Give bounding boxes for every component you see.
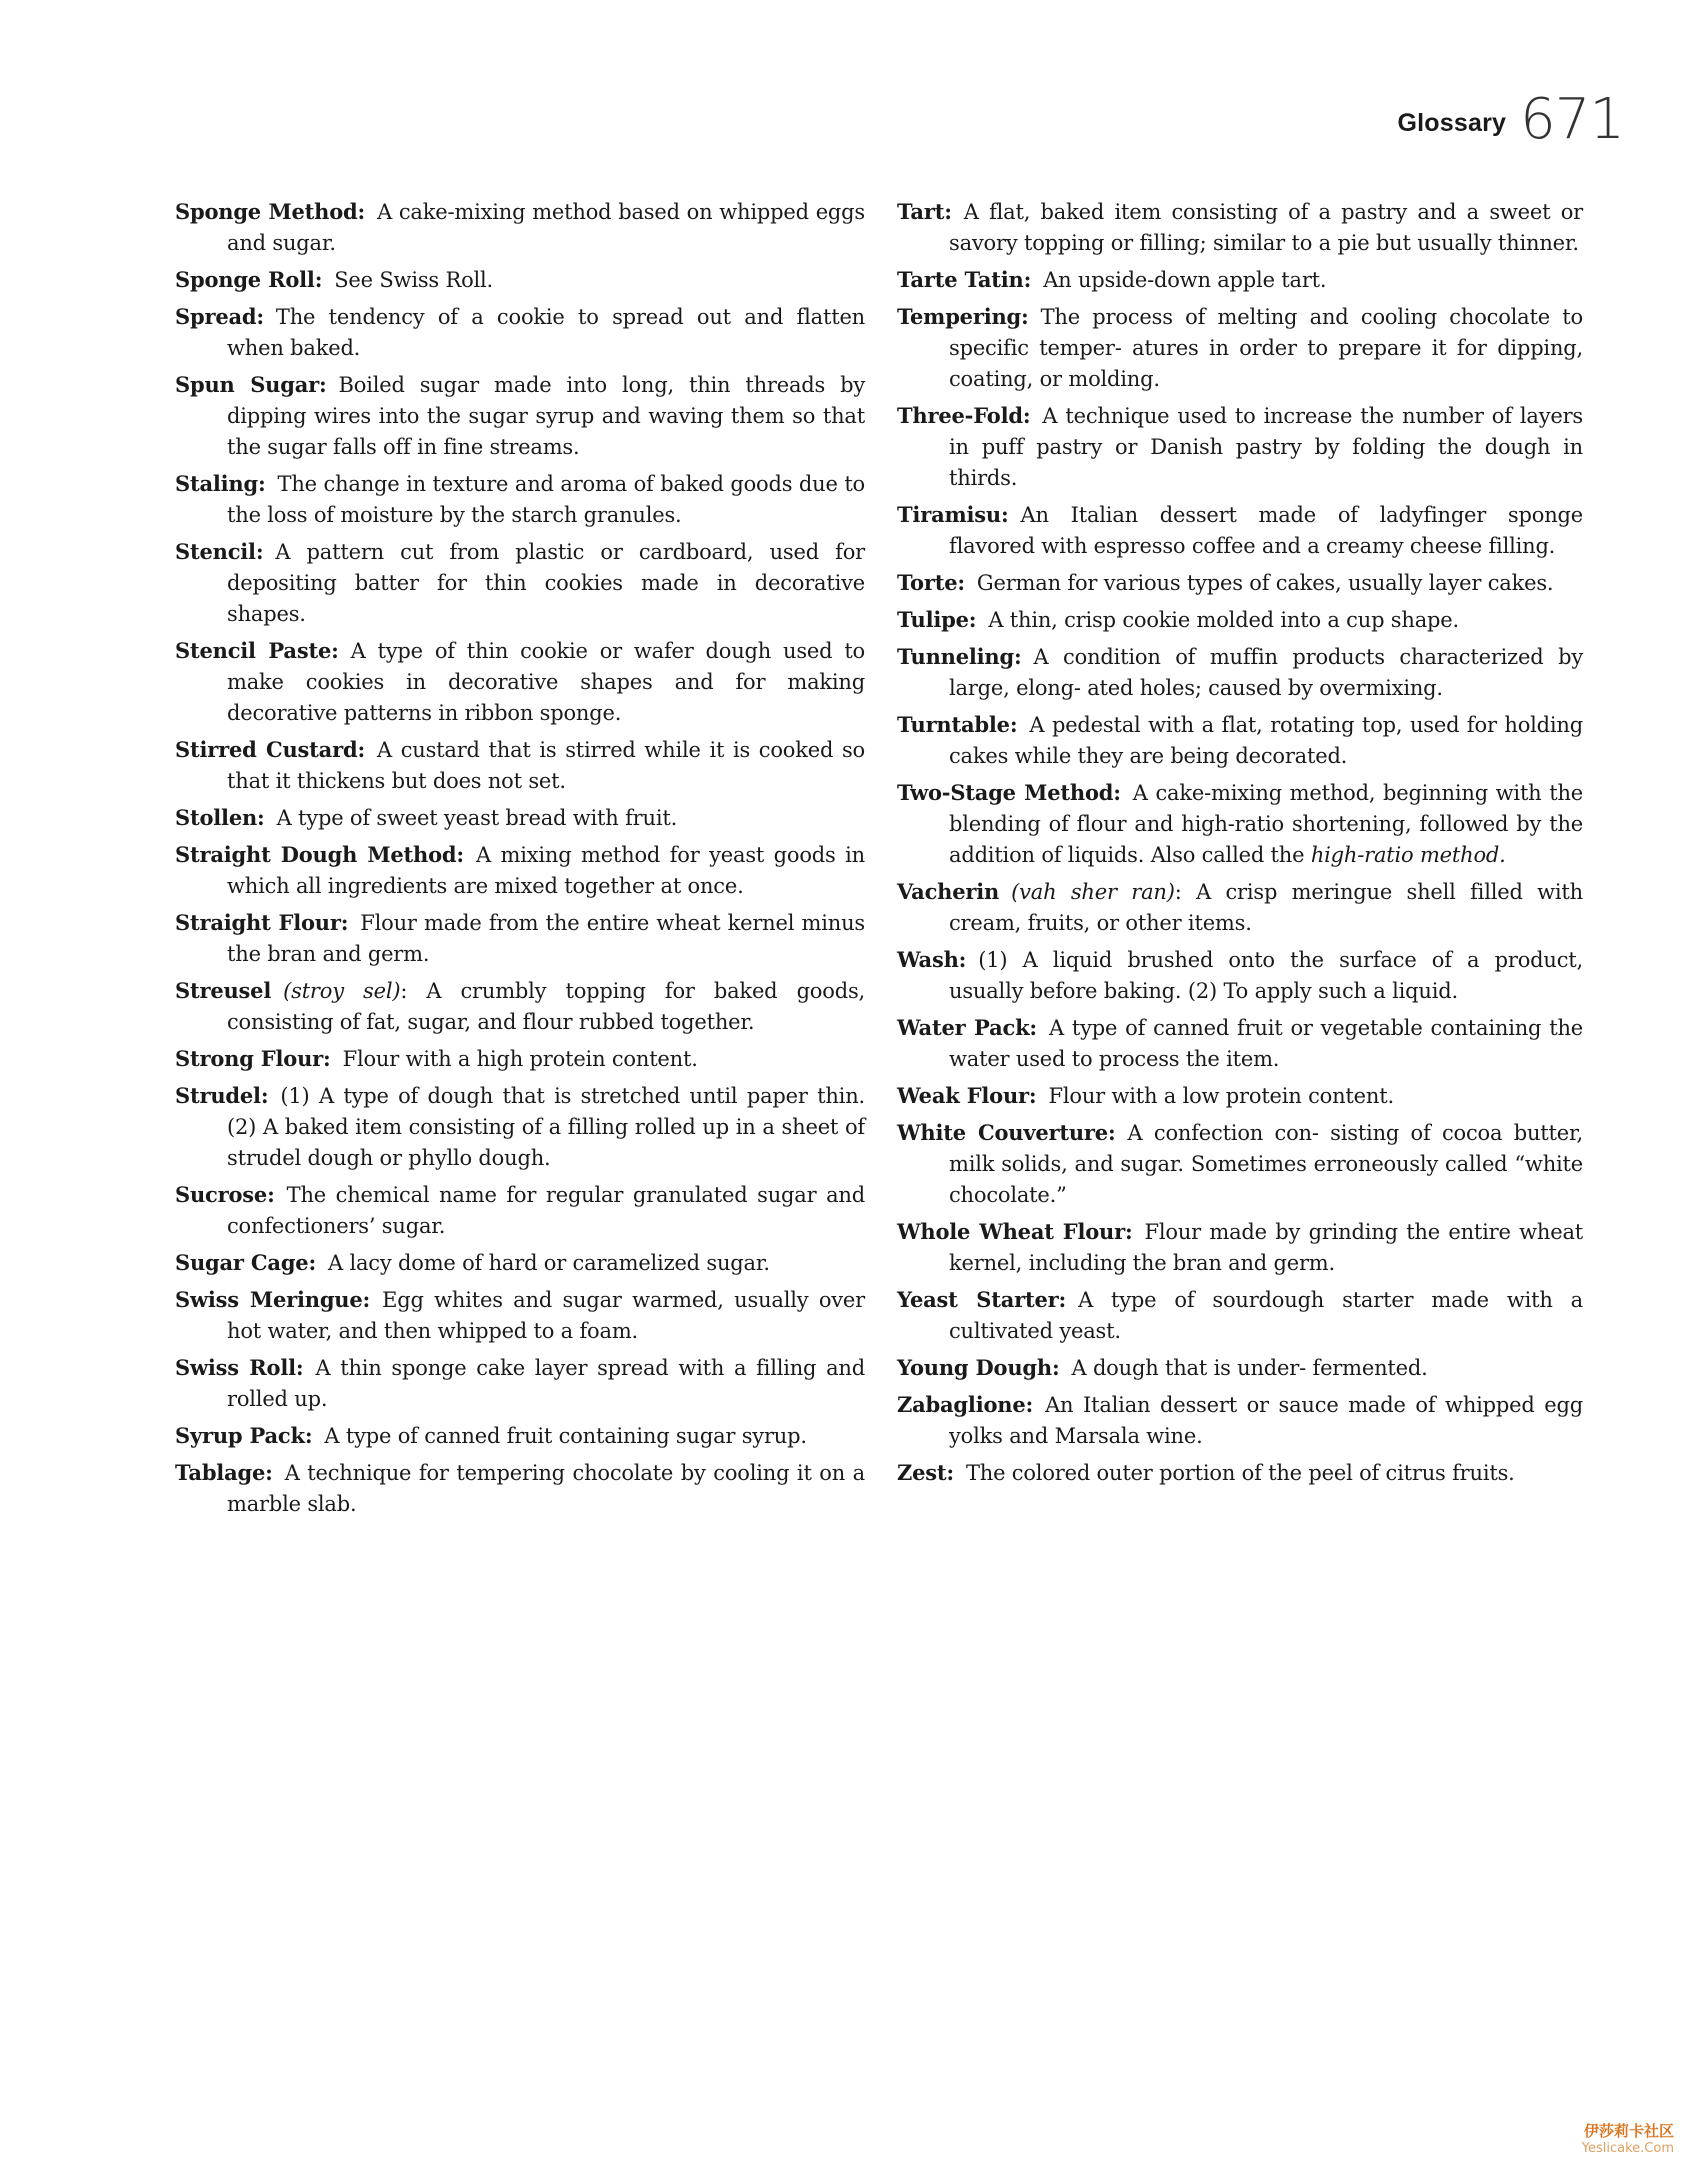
glossary-term: Turntable: [897, 712, 1018, 737]
glossary-definition: A thin sponge cake layer spread with a filling and rolled up. [227, 1356, 865, 1411]
glossary-term: Tarte Tatin: [897, 267, 1032, 292]
glossary-entry [897, 1012, 1583, 1075]
glossary-definition: A pattern cut from plastic or cardboard, used for depositing batter for thin cookies made in decorative shapes. [227, 540, 865, 626]
glossary-definition: Flour with a high protein content. [342, 1047, 698, 1071]
glossary-entry [897, 301, 1583, 395]
glossary-entry [175, 1043, 865, 1075]
glossary-entry [175, 1284, 865, 1347]
glossary-definition: The tendency of a cookie to spread out and flatten when baked. [227, 305, 865, 360]
glossary-entry [175, 369, 865, 463]
glossary-term: Sucrose: [175, 1182, 275, 1207]
glossary-definition: An Italian dessert made of ladyfinger sponge flavored with espresso coffee and a creamy cheese filling. [949, 503, 1583, 558]
glossary-term: Swiss Roll: [175, 1355, 304, 1380]
glossary-definition: A flat, baked item consisting of a pastry and a sweet or savory topping or filling; similar to a pie but usually thinner. [949, 200, 1583, 255]
page-number: 671 [1520, 87, 1624, 152]
glossary-entry [897, 641, 1583, 704]
glossary-definition: An Italian dessert or sauce made of whipped egg yolks and Marsala wine. [949, 1393, 1583, 1448]
glossary-term: Stencil Paste: [175, 638, 339, 663]
glossary-entry [175, 1352, 865, 1415]
glossary-term: Staling: [175, 471, 266, 496]
glossary-term: Tablage: [175, 1460, 273, 1485]
glossary-entry [175, 264, 865, 296]
glossary-definition: Boiled sugar made into long, thin threads by dipping wires into the sugar syrup and waving them so that the sugar falls off in fine streams. [227, 373, 865, 459]
glossary-entry [897, 1216, 1583, 1279]
glossary-definition: The process of melting and cooling chocolate to specific temper- atures in order to prepare it for dipping, coating, or molding. [949, 305, 1583, 391]
glossary-entry [897, 604, 1583, 636]
glossary-entry [175, 802, 865, 834]
glossary-definition: German for various types of cakes, usually layer cakes. [976, 571, 1554, 595]
glossary-definition: The chemical name for regular granulated sugar and confectioners’ sugar. [227, 1183, 865, 1238]
watermark-url: Yeslicake.Com [1581, 2141, 1674, 2156]
glossary-term: Sugar Cage: [175, 1250, 317, 1275]
glossary-term: Stollen: [175, 805, 265, 830]
glossary-term: Strong Flour: [175, 1046, 331, 1071]
glossary-entry [897, 777, 1583, 871]
glossary-term: Water Pack: [897, 1015, 1037, 1040]
glossary-definition: A type of sweet yeast bread with fruit. [276, 806, 678, 830]
glossary-term: Sponge Method: [175, 199, 366, 224]
glossary-term: Two-Stage Method: [897, 780, 1121, 805]
glossary-entry [897, 196, 1583, 259]
glossary-term: Sponge Roll: [175, 267, 323, 292]
glossary-term: Straight Flour: [175, 910, 349, 935]
glossary-left-column [175, 196, 865, 1525]
glossary-term: Weak Flour: [897, 1083, 1037, 1108]
glossary-term: Tempering: [897, 304, 1029, 329]
glossary-entry [897, 1080, 1583, 1112]
glossary-entry [175, 1179, 865, 1242]
glossary-entry [897, 1389, 1583, 1452]
glossary-definition: See Swiss Roll. [334, 268, 494, 292]
glossary-entry [175, 1080, 865, 1174]
glossary-definition: A condition of muffin products characterized by large, elong- ated holes; caused by overmixing. [949, 645, 1583, 700]
glossary-entry [175, 734, 865, 797]
page-header [1397, 87, 1625, 152]
glossary-entry [897, 1352, 1583, 1384]
glossary-definition: A cake-mixing method based on whipped eggs and sugar. [227, 200, 865, 255]
glossary-definition: A custard that is stirred while it is cooked so that it thickens but does not set. [227, 738, 865, 793]
glossary-definition: Egg whites and sugar warmed, usually over hot water, and then whipped to a foam. [227, 1288, 865, 1343]
glossary-definition: A type of canned fruit containing sugar syrup. [324, 1424, 807, 1448]
glossary-definition: A cake-mixing method, beginning with the blending of flour and high-ratio shortening, followed by the addition of liquids. Also called the [949, 781, 1583, 867]
glossary-definition: (1) A liquid brushed onto the surface of a product, usually before baking. (2) To apply such a liquid. [949, 948, 1583, 1003]
glossary-term: Stencil: [175, 539, 264, 564]
glossary-definition: A technique for tempering chocolate by cooling it on a marble slab. [227, 1461, 865, 1516]
watermark-logo-text: 伊莎莉卡社区 [1583, 2122, 1674, 2140]
glossary-term: Syrup Pack: [175, 1423, 313, 1448]
pronunciation: (stroy sel) [283, 979, 401, 1003]
glossary-entry [175, 1247, 865, 1279]
glossary-definition: A type of canned fruit or vegetable containing the water used to process the item. [949, 1016, 1583, 1071]
glossary-term: Tulipe: [897, 607, 977, 632]
glossary-definition: The change in texture and aroma of baked goods due to the loss of moisture by the starch granules. [227, 472, 865, 527]
glossary-entry [175, 301, 865, 364]
glossary-definition: The colored outer portion of the peel of citrus fruits. [965, 1461, 1515, 1485]
glossary-entry [175, 975, 865, 1038]
watermark [1582, 2122, 1674, 2157]
glossary-entry [897, 1117, 1583, 1211]
glossary-term: Tunneling: [897, 644, 1022, 669]
glossary-term: Whole Wheat Flour: [897, 1219, 1133, 1244]
glossary-entry [897, 944, 1583, 1007]
glossary-definition: A type of sourdough starter made with a cultivated yeast. [949, 1288, 1583, 1343]
glossary-term: Straight Dough Method: [175, 842, 464, 867]
glossary-term: Spread: [175, 304, 264, 329]
glossary-entry [897, 709, 1583, 772]
glossary-term: Tart: [897, 199, 952, 224]
glossary-entry [175, 1457, 865, 1520]
glossary-term: Zest: [897, 1460, 954, 1485]
glossary-term: Tiramisu: [897, 502, 1009, 527]
glossary-entry [175, 196, 865, 259]
glossary-right-column [897, 196, 1583, 1494]
glossary-definition: A thin, crisp cookie molded into a cup shape. [988, 608, 1459, 632]
glossary-definition: Flour made by grinding the entire wheat kernel, including the bran and germ. [949, 1220, 1584, 1275]
glossary-term: Yeast Starter: [897, 1287, 1067, 1312]
glossary-entry [897, 264, 1583, 296]
glossary-term: Streusel [175, 978, 272, 1003]
glossary-definition: A pedestal with a flat, rotating top, used for holding cakes while they are being decorated. [949, 713, 1583, 768]
glossary-term: Wash: [897, 947, 967, 972]
running-header-label: Glossary [1397, 109, 1507, 137]
glossary-term: Torte: [897, 570, 965, 595]
pronunciation: (vah sher ran) [1011, 880, 1175, 904]
glossary-term: Stirred Custard: [175, 737, 365, 762]
glossary-definition: A technique used to increase the number of layers in puff pastry or Danish pastry by folding the dough in thirds. [949, 404, 1583, 490]
glossary-definition: (1) A type of dough that is stretched until paper thin. (2) A baked item consisting of a filling rolled up in a sheet of strudel dough or phyllo dough. [227, 1084, 865, 1170]
glossary-definition: A confection con- sisting of cocoa butter, milk solids, and sugar. Sometimes erroneously called “white chocolate.” [949, 1121, 1583, 1207]
glossary-term: Spun Sugar: [175, 372, 327, 397]
glossary-term: Vacherin [897, 879, 1000, 904]
glossary-entry [175, 635, 865, 729]
glossary-definition: A type of thin cookie or wafer dough used to make cookies in decorative shapes and for making decorative patterns in ribbon sponge. [227, 639, 865, 725]
glossary-entry [897, 1284, 1583, 1347]
glossary-entry [175, 907, 865, 970]
glossary-definition: Flour made from the entire wheat kernel minus the bran and germ. [227, 911, 865, 966]
glossary-term: Three-Fold: [897, 403, 1031, 428]
glossary-entry [175, 536, 865, 630]
glossary-entry [897, 1457, 1583, 1489]
glossary-term: White Couverture: [897, 1120, 1116, 1145]
glossary-term: Young Dough: [897, 1355, 1060, 1380]
glossary-definition: An upside-down apple tart. [1043, 268, 1327, 292]
glossary-entry [175, 468, 865, 531]
glossary-definition-italic: high-ratio method. [1310, 843, 1506, 867]
glossary-definition: A lacy dome of hard or caramelized sugar. [328, 1251, 770, 1275]
glossary-definition: Flour with a low protein content. [1048, 1084, 1394, 1108]
glossary-definition: : A crumbly topping for baked goods, consisting of fat, sugar, and flour rubbed together. [227, 979, 865, 1034]
glossary-entry [897, 400, 1583, 494]
glossary-entry [897, 876, 1583, 939]
glossary-definition: : A crisp meringue shell filled with cream, fruits, or other items. [949, 880, 1583, 935]
glossary-entry [897, 567, 1583, 599]
glossary-entry [175, 839, 865, 902]
glossary-entry [897, 499, 1583, 562]
glossary-definition: A mixing method for yeast goods in which all ingredients are mixed together at once. [227, 843, 866, 898]
glossary-entry [175, 1420, 865, 1452]
glossary-term: Strudel: [175, 1083, 269, 1108]
glossary-term: Zabaglione: [897, 1392, 1034, 1417]
glossary-definition: A dough that is under- fermented. [1071, 1356, 1428, 1380]
glossary-term: Swiss Meringue: [175, 1287, 371, 1312]
